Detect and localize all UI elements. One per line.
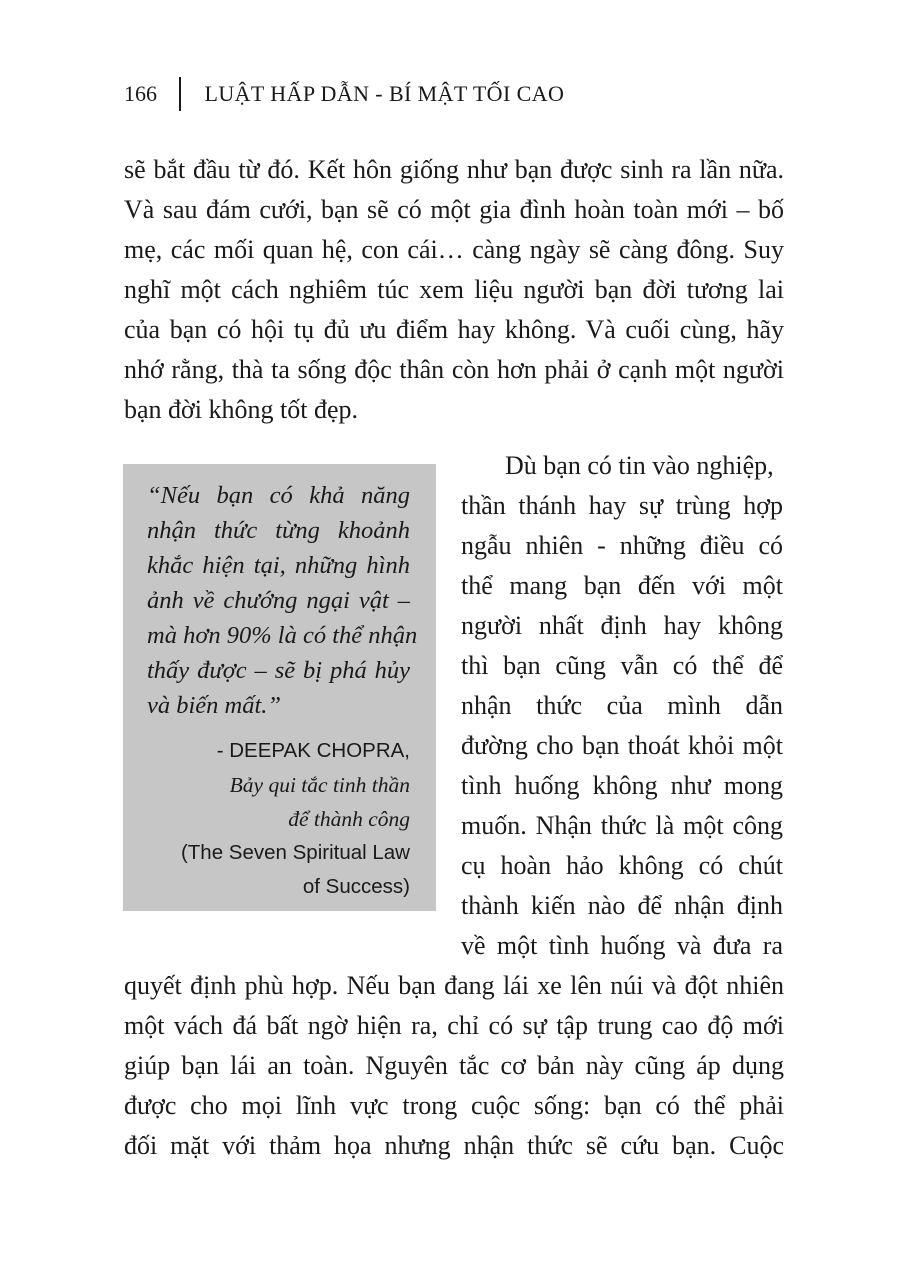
book-title-vi-line1: Bảy qui tắc tinh thần <box>229 773 410 797</box>
quote-author: - DEEPAK CHOPRA, <box>216 739 410 762</box>
text-line: được cho mọi lĩnh vực trong cuộc sống: bạn có thể phải <box>124 1091 784 1120</box>
quote-line: và biến mất.” <box>147 692 282 719</box>
quote-line: nhận thức từng khoảnh <box>147 517 410 544</box>
text-line: thể mang bạn đến với một <box>461 571 783 600</box>
text-line: nhận thức của mình dẫn <box>461 691 783 720</box>
text-line: quyết định phù hợp. Nếu bạn đang lái xe lên núi và đột nhiên <box>124 971 784 1000</box>
text-line: tình huống không như mong <box>461 771 783 800</box>
book-title-en-line1: (The Seven Spiritual Law <box>180 841 410 864</box>
text-line: nghĩ một cách nghiêm túc xem liệu người bạn đời tương lai <box>124 275 784 304</box>
text-line: thành kiến nào để nhận định <box>461 891 783 920</box>
quote-line: khắc hiện tại, những hình <box>147 552 410 579</box>
quote-line: ảnh về chướng ngại vật – <box>147 587 410 614</box>
header-divider <box>179 77 181 111</box>
text-line: một vách đá bất ngờ hiện ra, chỉ có sự tập trung cao độ mới <box>124 1011 784 1040</box>
paragraph-bottom <box>124 966 784 1166</box>
quote-line: thấy được – sẽ bị phá hủy <box>147 657 410 684</box>
text-line: thì bạn cũng vẫn có thể để <box>461 651 783 680</box>
quote-attribution <box>130 734 410 904</box>
text-line: Và sau đám cưới, bạn sẽ có một gia đình hoàn toàn mới – bố <box>124 195 784 224</box>
text-line: ngẫu nhiên - những điều có <box>461 531 783 560</box>
quote-sidebar <box>123 464 436 911</box>
text-line: đối mặt với thảm họa nhưng nhận thức sẽ cứu bạn. Cuộc <box>124 1131 784 1160</box>
quote-line: mà hơn 90% là có thể nhận <box>147 622 418 649</box>
text-line: Dù bạn có tin vào nghiệp, <box>505 451 774 480</box>
paragraph-top <box>124 150 784 430</box>
text-line: muốn. Nhận thức là một công <box>461 811 783 840</box>
quote-text <box>147 478 418 723</box>
text-line: thần thánh hay sự trùng hợp <box>461 491 783 520</box>
page-number: 166 <box>124 81 157 106</box>
text-line: mẹ, các mối quan hệ, con cái… càng ngày sẽ càng đông. Suy <box>124 235 784 264</box>
text-line: về một tình huống và đưa ra <box>461 931 783 960</box>
text-line: người nhất định hay không <box>461 611 783 640</box>
running-header <box>124 76 564 112</box>
paragraph-right <box>461 446 783 966</box>
text-line: cụ hoàn hảo không có chút <box>461 851 783 880</box>
text-line: giúp bạn lái an toàn. Nguyên tắc cơ bản này cũng áp dụng <box>124 1051 784 1080</box>
book-title: LUẬT HẤP DẪN - BÍ MẬT TỐI CAO <box>204 81 565 106</box>
book-title-en-line2: of Success) <box>302 875 410 898</box>
text-line: sẽ bắt đầu từ đó. Kết hôn giống như bạn được sinh ra lần nữa. <box>124 155 784 184</box>
book-title-vi-line2: để thành công <box>288 807 410 831</box>
text-line: đường cho bạn thoát khỏi một <box>461 731 783 760</box>
quote-line: “Nếu bạn có khả năng <box>147 482 410 509</box>
text-line: nhớ rằng, thà ta sống độc thân còn hơn phải ở cạnh một người <box>124 355 784 384</box>
text-line: bạn đời không tốt đẹp. <box>124 395 358 424</box>
text-line: của bạn có hội tụ đủ ưu điểm hay không. Và cuối cùng, hãy <box>124 315 784 344</box>
